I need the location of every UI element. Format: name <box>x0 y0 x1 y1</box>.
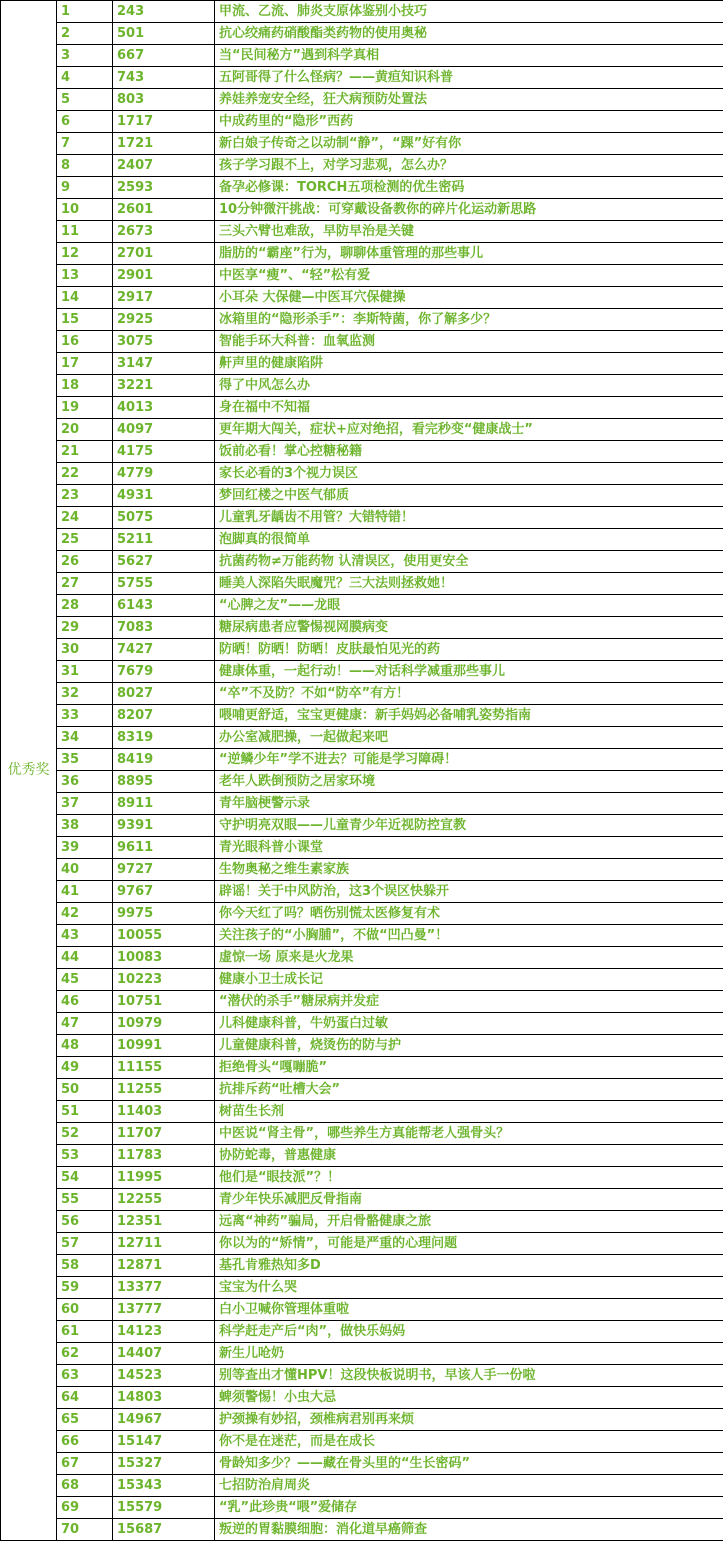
table-row <box>1 683 723 705</box>
entry-id-cell: 3147 <box>113 353 215 375</box>
rank-cell: 9 <box>57 177 113 199</box>
entry-id-cell: 12871 <box>113 1255 215 1277</box>
entry-id-cell: 8419 <box>113 749 215 771</box>
table-row <box>1 793 723 815</box>
entry-id-cell: 9767 <box>113 881 215 903</box>
table-row <box>1 23 723 45</box>
rank-cell: 4 <box>57 67 113 89</box>
award-list-body <box>1 1 723 1541</box>
entry-title-cell: 辟谣！关于中风防治，这3个误区快躲开 <box>215 881 723 903</box>
rank-cell: 59 <box>57 1277 113 1299</box>
rank-cell: 45 <box>57 969 113 991</box>
table-row <box>1 815 723 837</box>
entry-title-cell: 抗排斥药“吐槽大会” <box>215 1079 723 1101</box>
entry-title-cell: “乳”此珍贵“喂”爱储存 <box>215 1497 723 1519</box>
table-row <box>1 1409 723 1431</box>
entry-id-cell: 243 <box>113 1 215 23</box>
rank-cell: 14 <box>57 287 113 309</box>
entry-title-cell: 梦回红楼之中医气郁质 <box>215 485 723 507</box>
entry-title-cell: 新白娘子传奇之以动制“静”，“踝”好有你 <box>215 133 723 155</box>
entry-title-cell: 关注孩子的“小胸脯”，不做“凹凸曼”！ <box>215 925 723 947</box>
entry-title-cell: 更年期大闯关，症状+应对绝招，看完秒变“健康战士” <box>215 419 723 441</box>
entry-title-cell: 孩子学习跟不上，对学习悲观，怎么办？ <box>215 155 723 177</box>
entry-id-cell: 4175 <box>113 441 215 463</box>
table-row <box>1 881 723 903</box>
entry-title-cell: 白小卫喊你管理体重啦 <box>215 1299 723 1321</box>
table-row <box>1 1475 723 1497</box>
table-row <box>1 1255 723 1277</box>
entry-title-cell: 防晒！防晒！防晒！皮肤最怕见光的药 <box>215 639 723 661</box>
entry-id-cell: 13377 <box>113 1277 215 1299</box>
entry-title-cell: 树苗生长剂 <box>215 1101 723 1123</box>
entry-id-cell: 8207 <box>113 705 215 727</box>
entry-title-cell: 喂哺更舒适，宝宝更健康：新手妈妈必备哺乳姿势指南 <box>215 705 723 727</box>
entry-title-cell: 七招防治肩周炎 <box>215 1475 723 1497</box>
rank-cell: 53 <box>57 1145 113 1167</box>
entry-id-cell: 11783 <box>113 1145 215 1167</box>
rank-cell: 25 <box>57 529 113 551</box>
entry-title-cell: 你今天红了吗？晒伤别慌太医修复有术 <box>215 903 723 925</box>
entry-id-cell: 8911 <box>113 793 215 815</box>
entry-id-cell: 14967 <box>113 1409 215 1431</box>
entry-id-cell: 2601 <box>113 199 215 221</box>
rank-cell: 13 <box>57 265 113 287</box>
entry-id-cell: 6143 <box>113 595 215 617</box>
rank-cell: 49 <box>57 1057 113 1079</box>
entry-id-cell: 5627 <box>113 551 215 573</box>
rank-cell: 69 <box>57 1497 113 1519</box>
rank-cell: 24 <box>57 507 113 529</box>
entry-title-cell: 中医说“肾主骨”，哪些养生方真能帮老人强骨头？ <box>215 1123 723 1145</box>
rank-cell: 63 <box>57 1365 113 1387</box>
entry-title-cell: 智能手环大科普：血氧监测 <box>215 331 723 353</box>
table-row <box>1 1123 723 1145</box>
entry-title-cell: 别等查出才懂HPV！这段快板说明书，早该人手一份啦 <box>215 1365 723 1387</box>
table-row <box>1 419 723 441</box>
table-row <box>1 353 723 375</box>
entry-title-cell: “潜伏的杀手”糖尿病并发症 <box>215 991 723 1013</box>
entry-title-cell: 青少年快乐减肥反骨指南 <box>215 1189 723 1211</box>
entry-title-cell: 五阿哥得了什么怪病？——黄疸知识科普 <box>215 67 723 89</box>
rank-cell: 21 <box>57 441 113 463</box>
entry-id-cell: 8319 <box>113 727 215 749</box>
rank-cell: 58 <box>57 1255 113 1277</box>
entry-id-cell: 9611 <box>113 837 215 859</box>
entry-title-cell: 抗菌药物≠万能药物 认清误区，使用更安全 <box>215 551 723 573</box>
rank-cell: 33 <box>57 705 113 727</box>
rank-cell: 30 <box>57 639 113 661</box>
entry-title-cell: 冰箱里的“隐形杀手”：李斯特菌，你了解多少？ <box>215 309 723 331</box>
entry-id-cell: 2901 <box>113 265 215 287</box>
table-row <box>1 177 723 199</box>
table-row <box>1 771 723 793</box>
rank-cell: 1 <box>57 1 113 23</box>
table-row <box>1 155 723 177</box>
table-row <box>1 89 723 111</box>
table-row <box>1 969 723 991</box>
entry-id-cell: 11707 <box>113 1123 215 1145</box>
entry-title-cell: 儿科健康科普，牛奶蛋白过敏 <box>215 1013 723 1035</box>
rank-cell: 8 <box>57 155 113 177</box>
entry-title-cell: 10分钟微汗挑战：可穿戴设备教你的碎片化运动新思路 <box>215 199 723 221</box>
entry-id-cell: 10083 <box>113 947 215 969</box>
table-row <box>1 1035 723 1057</box>
rank-cell: 46 <box>57 991 113 1013</box>
award-category-label: 优秀奖 <box>1 1 57 1541</box>
entry-id-cell: 9391 <box>113 815 215 837</box>
entry-id-cell: 15147 <box>113 1431 215 1453</box>
entry-id-cell: 11403 <box>113 1101 215 1123</box>
entry-id-cell: 3075 <box>113 331 215 353</box>
rank-cell: 23 <box>57 485 113 507</box>
rank-cell: 3 <box>57 45 113 67</box>
entry-id-cell: 10979 <box>113 1013 215 1035</box>
table-row <box>1 309 723 331</box>
rank-cell: 15 <box>57 309 113 331</box>
entry-id-cell: 667 <box>113 45 215 67</box>
table-row <box>1 265 723 287</box>
table-row <box>1 331 723 353</box>
entry-id-cell: 10223 <box>113 969 215 991</box>
entry-id-cell: 9727 <box>113 859 215 881</box>
table-row <box>1 573 723 595</box>
entry-id-cell: 2593 <box>113 177 215 199</box>
entry-title-cell: “逆鳞少年”学不进去？可能是学习障碍！ <box>215 749 723 771</box>
entry-id-cell: 12255 <box>113 1189 215 1211</box>
entry-title-cell: 三头六臂也难敌，早防早治是关键 <box>215 221 723 243</box>
rank-cell: 39 <box>57 837 113 859</box>
entry-id-cell: 12351 <box>113 1211 215 1233</box>
entry-id-cell: 12711 <box>113 1233 215 1255</box>
table-row <box>1 1387 723 1409</box>
entry-title-cell: 家长必看的3个视力误区 <box>215 463 723 485</box>
rank-cell: 66 <box>57 1431 113 1453</box>
entry-title-cell: 拒绝骨头“嘎嘣脆” <box>215 1057 723 1079</box>
table-row <box>1 133 723 155</box>
table-row <box>1 1145 723 1167</box>
entry-id-cell: 15687 <box>113 1519 215 1541</box>
rank-cell: 18 <box>57 375 113 397</box>
entry-title-cell: 基孔肯雅热知多D <box>215 1255 723 1277</box>
rank-cell: 47 <box>57 1013 113 1035</box>
entry-id-cell: 2917 <box>113 287 215 309</box>
table-row <box>1 617 723 639</box>
table-row <box>1 947 723 969</box>
entry-title-cell: 甲流、乙流、肺炎支原体鉴别小技巧 <box>215 1 723 23</box>
entry-title-cell: 儿童乳牙龋齿不用管？大错特错！ <box>215 507 723 529</box>
rank-cell: 67 <box>57 1453 113 1475</box>
entry-id-cell: 5075 <box>113 507 215 529</box>
entry-title-cell: 协防蛇毒，普惠健康 <box>215 1145 723 1167</box>
table-row <box>1 1343 723 1365</box>
rank-cell: 28 <box>57 595 113 617</box>
entry-id-cell: 11155 <box>113 1057 215 1079</box>
entry-id-cell: 2407 <box>113 155 215 177</box>
entry-title-cell: 脂肪的“霸座”行为，聊聊体重管理的那些事儿 <box>215 243 723 265</box>
entry-id-cell: 11255 <box>113 1079 215 1101</box>
rank-cell: 60 <box>57 1299 113 1321</box>
table-row <box>1 903 723 925</box>
table-row <box>1 661 723 683</box>
entry-title-cell: 身在福中不知福 <box>215 397 723 419</box>
entry-title-cell: 生物奥秘之维生素家族 <box>215 859 723 881</box>
entry-title-cell: 健康体重，一起行动！——对话科学减重那些事儿 <box>215 661 723 683</box>
table-row <box>1 859 723 881</box>
entry-id-cell: 4931 <box>113 485 215 507</box>
entry-id-cell: 10055 <box>113 925 215 947</box>
entry-title-cell: 当“民间秘方”遇到科学真相 <box>215 45 723 67</box>
rank-cell: 62 <box>57 1343 113 1365</box>
entry-title-cell: 叛逆的胃黏膜细胞：消化道早癌筛查 <box>215 1519 723 1541</box>
table-row <box>1 1167 723 1189</box>
table-row <box>1 925 723 947</box>
entry-id-cell: 15327 <box>113 1453 215 1475</box>
table-row <box>1 45 723 67</box>
entry-title-cell: 抗心绞痛药硝酸酯类药物的使用奥秘 <box>215 23 723 45</box>
table-row <box>1 287 723 309</box>
table-row <box>1 727 723 749</box>
rank-cell: 31 <box>57 661 113 683</box>
rank-cell: 36 <box>57 771 113 793</box>
entry-title-cell: 泡脚真的很简单 <box>215 529 723 551</box>
entry-id-cell: 4013 <box>113 397 215 419</box>
entry-id-cell: 803 <box>113 89 215 111</box>
rank-cell: 61 <box>57 1321 113 1343</box>
entry-title-cell: 办公室减肥操，一起做起来吧 <box>215 727 723 749</box>
entry-id-cell: 1721 <box>113 133 215 155</box>
table-row <box>1 529 723 551</box>
entry-title-cell: 他们是“眼技派”？！ <box>215 1167 723 1189</box>
table-row <box>1 1431 723 1453</box>
rank-cell: 50 <box>57 1079 113 1101</box>
entry-id-cell: 4097 <box>113 419 215 441</box>
table-row <box>1 1233 723 1255</box>
rank-cell: 17 <box>57 353 113 375</box>
table-row <box>1 375 723 397</box>
entry-title-cell: 蜱须警惕！小虫大忌 <box>215 1387 723 1409</box>
entry-id-cell: 15343 <box>113 1475 215 1497</box>
rank-cell: 22 <box>57 463 113 485</box>
entry-title-cell: 骨龄知多少？——藏在骨头里的“生长密码” <box>215 1453 723 1475</box>
entry-title-cell: “心脾之友”——龙眼 <box>215 595 723 617</box>
table-row <box>1 1013 723 1035</box>
rank-cell: 12 <box>57 243 113 265</box>
table-row <box>1 1189 723 1211</box>
entry-title-cell: 护颈操有妙招，颈椎病君别再来烦 <box>215 1409 723 1431</box>
entry-title-cell: 科学赶走产后“肉”，做快乐妈妈 <box>215 1321 723 1343</box>
entry-id-cell: 5211 <box>113 529 215 551</box>
rank-cell: 2 <box>57 23 113 45</box>
rank-cell: 32 <box>57 683 113 705</box>
table-row <box>1 749 723 771</box>
entry-id-cell: 10751 <box>113 991 215 1013</box>
entry-id-cell: 7427 <box>113 639 215 661</box>
table-row <box>1 1497 723 1519</box>
entry-title-cell: 宝宝为什么哭 <box>215 1277 723 1299</box>
entry-title-cell: 新生儿呛奶 <box>215 1343 723 1365</box>
rank-cell: 38 <box>57 815 113 837</box>
table-row <box>1 485 723 507</box>
rank-cell: 40 <box>57 859 113 881</box>
table-row <box>1 1365 723 1387</box>
table-row <box>1 243 723 265</box>
rank-cell: 65 <box>57 1409 113 1431</box>
entry-title-cell: 远离“神药”骗局，开启骨骼健康之旅 <box>215 1211 723 1233</box>
rank-cell: 55 <box>57 1189 113 1211</box>
table-row <box>1 111 723 133</box>
entry-title-cell: 小耳朵 大保健—中医耳穴保健操 <box>215 287 723 309</box>
rank-cell: 5 <box>57 89 113 111</box>
rank-cell: 11 <box>57 221 113 243</box>
entry-title-cell: 老年人跌倒预防之居家环境 <box>215 771 723 793</box>
table-row <box>1 463 723 485</box>
rank-cell: 64 <box>57 1387 113 1409</box>
entry-id-cell: 7679 <box>113 661 215 683</box>
table-row <box>1 991 723 1013</box>
rank-cell: 51 <box>57 1101 113 1123</box>
table-row <box>1 551 723 573</box>
table-row <box>1 397 723 419</box>
entry-title-cell: 健康小卫士成长记 <box>215 969 723 991</box>
rank-cell: 37 <box>57 793 113 815</box>
entry-title-cell: 青光眼科普小课堂 <box>215 837 723 859</box>
rank-cell: 7 <box>57 133 113 155</box>
rank-cell: 20 <box>57 419 113 441</box>
entry-title-cell: 你不是在迷茫，而是在成长 <box>215 1431 723 1453</box>
rank-cell: 70 <box>57 1519 113 1541</box>
table-row <box>1 507 723 529</box>
table-row <box>1 1321 723 1343</box>
table-row <box>1 1057 723 1079</box>
rank-cell: 35 <box>57 749 113 771</box>
rank-cell: 57 <box>57 1233 113 1255</box>
entry-id-cell: 8027 <box>113 683 215 705</box>
entry-id-cell: 11995 <box>113 1167 215 1189</box>
table-row <box>1 595 723 617</box>
table-row <box>1 1 723 23</box>
entry-id-cell: 14407 <box>113 1343 215 1365</box>
entry-title-cell: 儿童健康科普，烧烫伤的防与护 <box>215 1035 723 1057</box>
rank-cell: 10 <box>57 199 113 221</box>
rank-cell: 43 <box>57 925 113 947</box>
table-row <box>1 705 723 727</box>
rank-cell: 29 <box>57 617 113 639</box>
entry-title-cell: 鼾声里的健康陷阱 <box>215 353 723 375</box>
rank-cell: 34 <box>57 727 113 749</box>
entry-id-cell: 3221 <box>113 375 215 397</box>
entry-id-cell: 2673 <box>113 221 215 243</box>
entry-title-cell: 守护明亮双眼——儿童青少年近视防控宣教 <box>215 815 723 837</box>
entry-id-cell: 1717 <box>113 111 215 133</box>
entry-title-cell: “卒”不及防？不如“防卒”有方！ <box>215 683 723 705</box>
table-row <box>1 221 723 243</box>
table-row <box>1 1299 723 1321</box>
entry-id-cell: 743 <box>113 67 215 89</box>
entry-title-cell: 睡美人深陷失眠魔咒？三大法则拯救她！ <box>215 573 723 595</box>
entry-id-cell: 2925 <box>113 309 215 331</box>
table-row <box>1 639 723 661</box>
table-row <box>1 1277 723 1299</box>
entry-id-cell: 2701 <box>113 243 215 265</box>
entry-title-cell: 中成药里的“隐形”西药 <box>215 111 723 133</box>
table-row <box>1 1519 723 1541</box>
rank-cell: 68 <box>57 1475 113 1497</box>
rank-cell: 27 <box>57 573 113 595</box>
entry-id-cell: 8895 <box>113 771 215 793</box>
table-row <box>1 441 723 463</box>
entry-id-cell: 4779 <box>113 463 215 485</box>
entry-id-cell: 10991 <box>113 1035 215 1057</box>
rank-cell: 41 <box>57 881 113 903</box>
rank-cell: 44 <box>57 947 113 969</box>
table-row <box>1 199 723 221</box>
table-row <box>1 1453 723 1475</box>
rank-cell: 54 <box>57 1167 113 1189</box>
entry-id-cell: 14523 <box>113 1365 215 1387</box>
entry-id-cell: 14803 <box>113 1387 215 1409</box>
rank-cell: 52 <box>57 1123 113 1145</box>
table-row <box>1 837 723 859</box>
entry-id-cell: 13777 <box>113 1299 215 1321</box>
entry-title-cell: 中医享“瘦”、“轻”松有爱 <box>215 265 723 287</box>
rank-cell: 42 <box>57 903 113 925</box>
entry-id-cell: 501 <box>113 23 215 45</box>
rank-cell: 19 <box>57 397 113 419</box>
rank-cell: 26 <box>57 551 113 573</box>
rank-cell: 48 <box>57 1035 113 1057</box>
table-row <box>1 67 723 89</box>
table-row <box>1 1079 723 1101</box>
entry-title-cell: 饭前必看！掌心控糖秘籍 <box>215 441 723 463</box>
rank-cell: 16 <box>57 331 113 353</box>
entry-title-cell: 青年脑梗警示录 <box>215 793 723 815</box>
entry-id-cell: 14123 <box>113 1321 215 1343</box>
entry-id-cell: 9975 <box>113 903 215 925</box>
entry-title-cell: 虚惊一场 原来是火龙果 <box>215 947 723 969</box>
rank-cell: 56 <box>57 1211 113 1233</box>
entry-id-cell: 15579 <box>113 1497 215 1519</box>
table-row <box>1 1101 723 1123</box>
entry-id-cell: 7083 <box>113 617 215 639</box>
table-row <box>1 1211 723 1233</box>
entry-title-cell: 养娃养宠安全经，狂犬病预防处置法 <box>215 89 723 111</box>
entry-title-cell: 得了中风怎么办 <box>215 375 723 397</box>
entry-id-cell: 5755 <box>113 573 215 595</box>
entry-title-cell: 你以为的“矫情”，可能是严重的心理问题 <box>215 1233 723 1255</box>
rank-cell: 6 <box>57 111 113 133</box>
entry-title-cell: 糖尿病患者应警惕视网膜病变 <box>215 617 723 639</box>
entry-title-cell: 备孕必修课：TORCH五项检测的优生密码 <box>215 177 723 199</box>
